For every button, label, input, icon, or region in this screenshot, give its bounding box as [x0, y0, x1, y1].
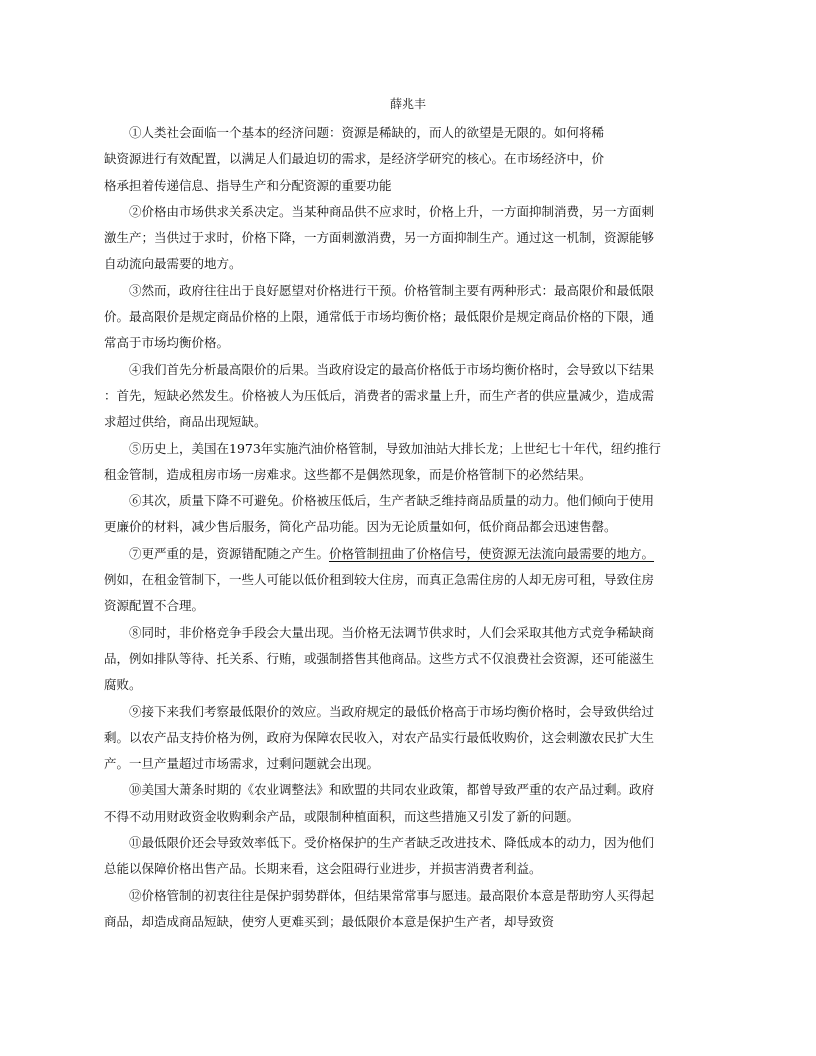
text-line: 品，例如排队等待、托关系、行贿，或强制搭售其他商品。这些方式不仅浪费社会资源，还可能滋生: [104, 650, 655, 666]
text-line: ⑥其次，质量下降不可避免。价格被压低后，生产者缺乏维持商品质量的动力。他们倾向于使用: [129, 493, 655, 509]
text-line: 总能以保障价格出售产品。长期来看，这会阻碍行业进步，并损害消费者利益。: [104, 861, 542, 877]
text-line: 不得不动用财政资金收购剩余产品，或限制种植面积，而这些措施又引发了新的问题。: [104, 808, 580, 824]
paragraph-5: [104, 436, 716, 489]
text-line: ⑪最低限价还会导致效率低下。受价格保护的生产者缺乏改进技术、降低成本的动力，因为他们: [129, 835, 655, 851]
text-line: 激生产；当供过于求时，价格下降，一方面刺激消费，另一方面抑制生产。通过这一机制，资源能够: [104, 230, 655, 246]
text-line: ⑧同时，非价格竞争手段会大量出现。当价格无法调节供求时，人们会采取其他方式竞争稀缺商: [129, 624, 655, 640]
text-line: ⑤历史上，美国在1973年实施汽油价格管制，导致加油站大排长龙；上世纪七十年代，纽约推行: [129, 440, 661, 456]
paragraph-8: [104, 620, 716, 699]
paragraph-6: [104, 488, 716, 541]
text-line: 商品，却造成商品短缺，使穷人更难买到；最低限价本意是保护生产者，却导致资: [104, 913, 555, 929]
paragraph-9: [104, 699, 716, 778]
underlined-sentence: 价格管制扭曲了价格信号，使资源无法流向最需要的地方。: [329, 545, 655, 561]
text-line: ②价格由市场供求关系决定。当某种商品供不应求时，价格上升，一方面抑制消费，另一方面刺: [129, 203, 655, 219]
article-body: [104, 120, 716, 935]
text-line: ③然而，政府往往出于良好愿望对价格进行干预。价格管制主要有两种形式：最高限价和最低限: [129, 282, 655, 298]
text-line: 常高于市场均衡价格。: [104, 335, 230, 351]
text-line: 求超过供给，商品出现短缺。: [104, 414, 267, 430]
paragraph-11: [104, 830, 716, 883]
text-line: ：首先，短缺必然发生。价格被人为压低后，消费者的需求量上升，而生产者的供应量减少，造成需: [104, 387, 655, 403]
text-line: 缺资源进行有效配置，以满足人们最迫切的需求，是经济学研究的核心。在市场经济中，价: [104, 151, 605, 167]
text-line: 例如，在租金管制下，一些人可能以低价租到较大住房，而真正急需住房的人却无房可租，导致住房: [104, 572, 655, 588]
text-segment: ⑦更严重的是，资源错配随之产生。: [129, 545, 330, 561]
text-line: ④我们首先分析最高限价的后果。当政府设定的最高价格低于市场均衡价格时，会导致以下结果: [129, 361, 655, 377]
text-line: 租金管制，造成租房市场一房难求。这些都不是偶然现象，而是价格管制下的必然结果。: [104, 466, 592, 482]
text-line: ⑩美国大萧条时期的《农业调整法》和欧盟的共同农业政策，都曾导致严重的农产品过剩。政府: [129, 782, 655, 798]
paragraph-2: [104, 199, 716, 278]
paragraph-10: [104, 777, 716, 830]
text-line: 产。一旦产量超过市场需求，过剩问题就会出现。: [104, 756, 380, 772]
text-line: 腐败。: [104, 677, 142, 693]
text-line: 资源配置不合理。: [104, 598, 205, 614]
paragraph-1: [104, 120, 716, 199]
text-line: ①人类社会面临一个基本的经济问题：资源是稀缺的，而人的欲望是无限的。如何将稀: [129, 125, 605, 140]
text-line: [104, 541, 716, 567]
author-name: 薛兆丰: [389, 97, 426, 111]
paragraph-12: [104, 883, 716, 936]
paragraph-4: [104, 357, 716, 436]
text-line: 更廉价的材料，减少售后服务，简化产品功能。因为无论质量如何，低价商品都会迅速售罄。: [104, 519, 617, 535]
text-line: ⑨接下来我们考察最低限价的效应。当政府规定的最低价格高于市场均衡价格时，会导致供给过: [129, 703, 655, 719]
paragraph-3: [104, 278, 716, 357]
text-line: 价。最高限价是规定商品价格的上限，通常低于市场均衡价格；最低限价是规定商品价格的下限，通: [104, 309, 655, 325]
text-line: 剩。以农产品支持价格为例，政府为保障农民收入，对农产品实行最低收购价，这会刺激农民扩大生: [104, 729, 655, 745]
text-line: 格承担着传递信息、指导生产和分配资源的重要功能: [104, 177, 392, 193]
text-line: 自动流向最需要的地方。: [104, 256, 242, 272]
text-line: ⑫价格管制的初衷往往是保护弱势群体，但结果常常事与愿违。最高限价本意是帮助穷人买得起: [129, 887, 655, 903]
paragraph-7: [104, 541, 716, 620]
